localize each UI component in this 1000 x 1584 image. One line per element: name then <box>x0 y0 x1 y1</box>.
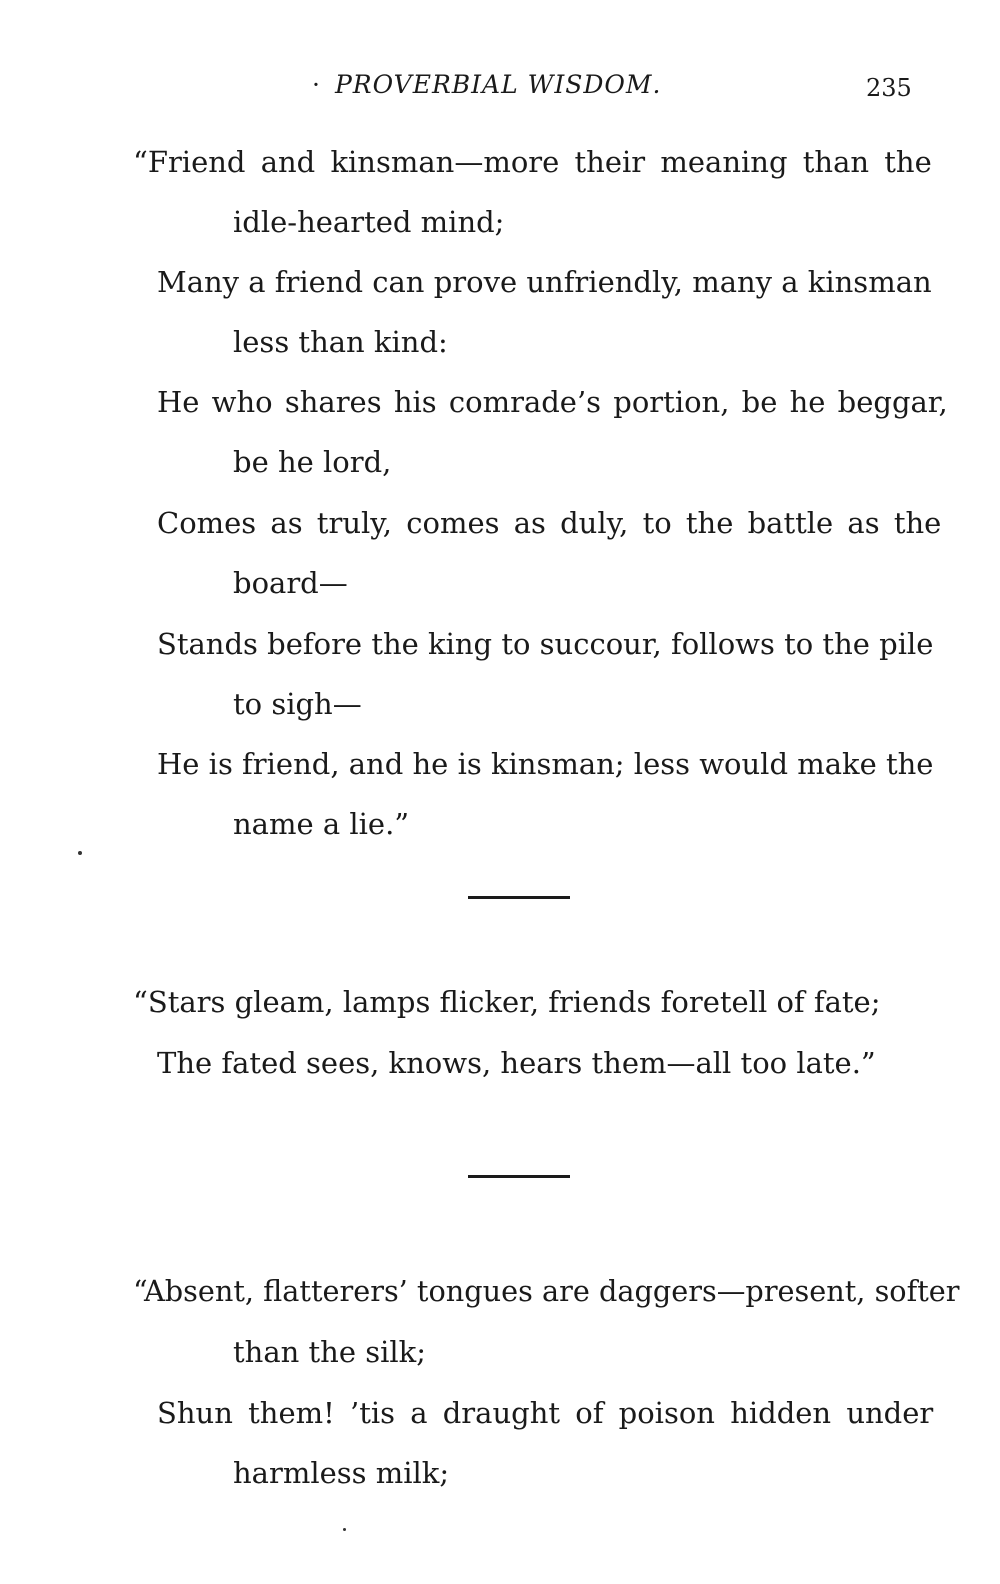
stanza3-line-1: “Absent, flatterers’ tongues are daggers—present, softer <box>133 1274 960 1308</box>
stanza1-line-11: He is friend, and he is kinsman; less would make the <box>157 747 934 781</box>
stanza3-line-3: Shun them! ’tis a draught of poison hidden under <box>157 1396 934 1430</box>
stanza1-line-12: name a lie.” <box>233 807 410 841</box>
section-divider <box>468 896 570 899</box>
ink-speck <box>78 851 82 855</box>
stanza1-line-10: to sigh— <box>233 687 362 721</box>
stanza3-line-2: than the silk; <box>233 1335 427 1369</box>
stanza1-line-2: idle-hearted mind; <box>233 205 505 239</box>
stanza1-line-7: Comes as truly, comes as duly, to the battle as the <box>157 506 942 540</box>
ink-speck <box>343 1528 346 1531</box>
stanza2-line-2: The fated sees, knows, hears them—all too late.” <box>157 1046 876 1080</box>
stanza1-line-8: board— <box>233 566 348 600</box>
page-number: 235 <box>866 74 912 102</box>
stanza1-line-1: “Friend and kinsman—more their meaning than the <box>133 145 932 179</box>
stanza2-line-1: “Stars gleam, lamps flicker, friends foretell of fate; <box>133 985 881 1019</box>
header-dot: · <box>312 70 321 99</box>
header-title-text: PROVERBIAL WISDOM. <box>334 70 662 99</box>
running-header <box>312 70 661 99</box>
stanza1-line-4: less than kind: <box>233 325 448 359</box>
stanza1-line-5: He who shares his comrade’s portion, be he beggar, <box>157 385 948 419</box>
stanza1-line-6: be he lord, <box>233 445 392 479</box>
stanza1-line-9: Stands before the king to succour, follows to the pile <box>157 627 934 661</box>
section-divider <box>468 1175 570 1178</box>
stanza1-line-3: Many a friend can prove unfriendly, many a kinsman <box>157 265 932 299</box>
stanza3-line-4: harmless milk; <box>233 1456 450 1490</box>
